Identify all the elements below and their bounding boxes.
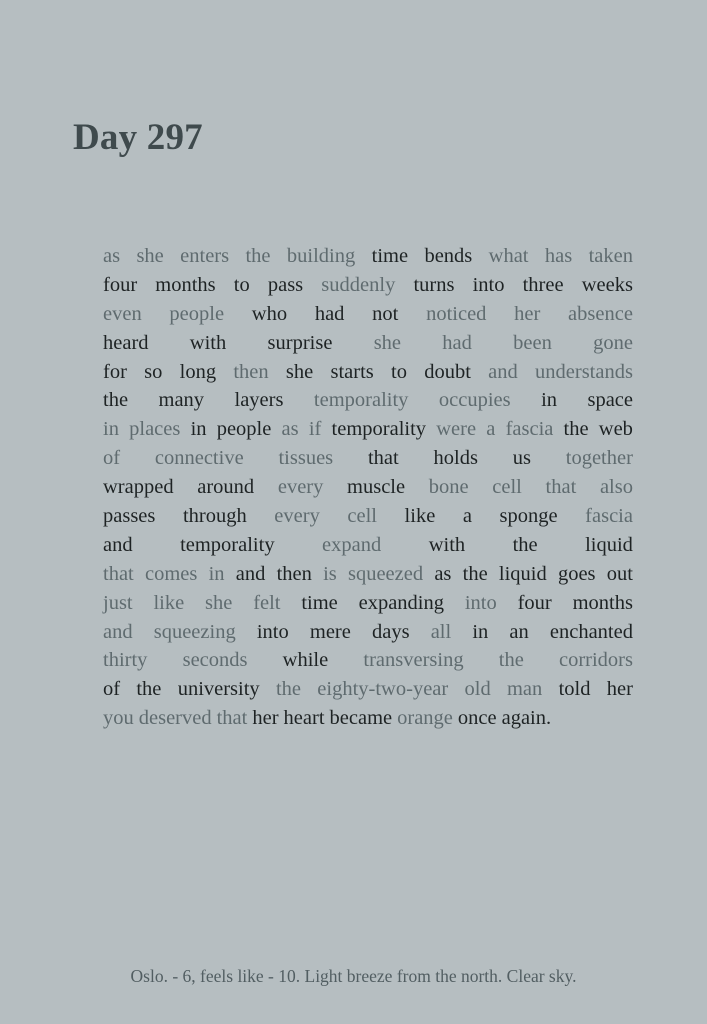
poem-word: then xyxy=(233,360,269,383)
poem-word: the xyxy=(462,562,488,585)
poem-word: had xyxy=(442,331,472,354)
poem-line xyxy=(103,389,633,418)
poem-line xyxy=(103,592,633,621)
poem-word: all xyxy=(430,620,452,643)
poem-word: expand xyxy=(322,533,382,556)
poem-word: mere xyxy=(309,620,351,643)
poem-word: the xyxy=(563,418,589,441)
poem-word: people xyxy=(169,302,225,325)
poem-word: eighty-two-year xyxy=(317,678,449,701)
poem-word: felt xyxy=(253,591,281,614)
poem-word: heard xyxy=(103,331,149,354)
poem-word: liquid xyxy=(498,562,547,585)
poem-word: deserved xyxy=(138,707,212,730)
poem-word: suddenly xyxy=(321,273,396,296)
poem-word: the xyxy=(103,389,129,412)
poem-word: a xyxy=(486,418,496,441)
poem-line xyxy=(103,245,633,274)
poem-word: in xyxy=(208,562,225,585)
poem-word: into xyxy=(256,620,289,643)
poem-word: days xyxy=(371,620,410,643)
poem-word: liquid xyxy=(585,533,633,556)
poem-word: of xyxy=(103,678,121,701)
poem-word: expanding xyxy=(358,591,445,614)
poem-word: as xyxy=(434,562,452,585)
poem-word: then xyxy=(276,562,312,585)
poem-word: people xyxy=(216,418,272,441)
poem-word: university xyxy=(177,678,260,701)
poem-word: of xyxy=(103,447,121,470)
poem-word: goes xyxy=(557,562,596,585)
poem-word: corridors xyxy=(558,649,633,672)
poem-word: like xyxy=(153,591,185,614)
poem-word: as xyxy=(103,245,121,267)
poem-word: had xyxy=(314,302,345,325)
poem-word: months xyxy=(155,273,216,296)
poem-word: the xyxy=(275,678,302,701)
poem-word: her xyxy=(514,302,541,325)
poem-word: if xyxy=(308,418,322,441)
poem-word: taken xyxy=(588,245,633,267)
poem-word: occupies xyxy=(438,389,511,412)
poem-word: bends xyxy=(424,245,473,267)
poem-word: starts xyxy=(330,360,374,383)
poem-word: just xyxy=(103,591,133,614)
poem-word: four xyxy=(517,591,552,614)
poem-word: you xyxy=(103,707,134,730)
poem-word: she xyxy=(285,360,314,383)
poem-line xyxy=(103,332,633,361)
poem-word: space xyxy=(587,389,633,412)
poem-word: and xyxy=(103,533,133,556)
poem-word: so xyxy=(144,360,163,383)
poem-line xyxy=(103,505,633,534)
poem-word: enters xyxy=(180,245,230,267)
poem-word: every xyxy=(274,505,320,528)
poem-word: were xyxy=(436,418,477,441)
poem-word: muscle xyxy=(347,476,406,499)
page-title: Day 297 xyxy=(73,117,203,158)
poem-word: a xyxy=(462,505,472,528)
poem-word: four xyxy=(103,273,138,296)
poem-word: us xyxy=(512,447,531,470)
poem-word: three xyxy=(522,273,564,296)
poem-word: in xyxy=(472,620,489,643)
poem-word: been xyxy=(513,331,552,354)
poem-word: transversing xyxy=(363,649,464,672)
poem-word: thirty xyxy=(103,649,148,672)
poem-word: cell xyxy=(347,505,377,528)
poem-word: while xyxy=(282,649,329,672)
poem-line xyxy=(103,447,633,476)
poem-word: with xyxy=(428,533,466,556)
poem-word: bone xyxy=(428,476,469,499)
poem-word: building xyxy=(286,245,356,267)
poem-word: noticed xyxy=(426,302,487,325)
poem-word: out xyxy=(606,562,633,585)
poem-word: into xyxy=(464,591,497,614)
poem-word: she xyxy=(205,591,233,614)
poem-word: seconds xyxy=(182,649,248,672)
poem-word: places xyxy=(129,418,181,441)
poem-line xyxy=(103,274,633,303)
poem-word: surprise xyxy=(267,331,333,354)
poem-word: fascia xyxy=(505,418,554,441)
poem-word: and xyxy=(103,620,133,643)
weather-footer: Oslo. - 6, feels like - 10. Light breeze from the north. Clear sky. xyxy=(130,966,577,986)
poem-word: understands xyxy=(535,360,633,383)
poem-word: as xyxy=(281,418,299,441)
poem-word: who xyxy=(251,302,288,325)
poem-word: also xyxy=(599,476,633,499)
poem-word: squeezed xyxy=(347,562,424,585)
poem-word: passes xyxy=(103,505,156,528)
poem-word: even xyxy=(103,302,142,325)
poem-line xyxy=(103,678,633,707)
poem-word: pass xyxy=(267,273,304,296)
poem-line xyxy=(103,649,633,678)
poem-word: that xyxy=(103,562,134,585)
poem-word: for xyxy=(103,360,127,383)
poem-word: what xyxy=(488,245,529,267)
poem-word: is xyxy=(323,562,337,585)
poem-word: once xyxy=(457,707,497,730)
poem-word: her xyxy=(606,678,633,701)
poem-word: temporality xyxy=(313,389,409,412)
poem-word: wrapped xyxy=(103,476,174,499)
poem-word: time xyxy=(371,245,409,267)
poem-word: in xyxy=(541,389,558,412)
poem-line xyxy=(103,361,633,390)
poem-line xyxy=(103,563,633,592)
poem-word: fascia xyxy=(585,505,633,528)
poem-line xyxy=(103,707,633,736)
poem-word: the xyxy=(245,245,271,267)
poem-word: orange xyxy=(397,707,453,730)
poem-word: temporality xyxy=(180,533,275,556)
poem-line xyxy=(103,303,633,332)
poem-word: the xyxy=(498,649,524,672)
poem-word: has xyxy=(544,245,573,267)
poem-word: together xyxy=(565,447,633,470)
poem-word: absence xyxy=(568,302,633,325)
poem-word: connective xyxy=(154,447,244,470)
poem-word: doubt xyxy=(424,360,471,383)
poem-word: sponge xyxy=(499,505,558,528)
poem-word: turns xyxy=(413,273,455,296)
poem-word: gone xyxy=(593,331,633,354)
poem-word: holds xyxy=(433,447,478,470)
poem-word: squeezing xyxy=(153,620,236,643)
poem-word: with xyxy=(189,331,227,354)
poem-word: her xyxy=(252,707,279,730)
poem-line xyxy=(103,418,633,447)
poem-word: tissues xyxy=(278,447,334,470)
poem-word: told xyxy=(558,678,591,701)
poem-word: became xyxy=(329,707,393,730)
poem-word: that xyxy=(216,707,248,730)
poem-word: around xyxy=(197,476,255,499)
poem-word: weeks xyxy=(581,273,633,296)
poem-word: like xyxy=(404,505,436,528)
poem-body xyxy=(103,245,633,736)
poem-word: old xyxy=(464,678,491,701)
poem-word: into xyxy=(472,273,505,296)
poem-word: man xyxy=(506,678,543,701)
poem-word: time xyxy=(301,591,338,614)
poem-word: to xyxy=(391,360,407,383)
poem-word: long xyxy=(179,360,217,383)
poem-word: the xyxy=(136,678,162,701)
poem-word: heart xyxy=(283,707,325,730)
poem-word: cell xyxy=(492,476,522,499)
poem-word: months xyxy=(572,591,633,614)
poem-word: an xyxy=(509,620,529,643)
poem-word: through xyxy=(182,505,247,528)
poem-word: again. xyxy=(501,707,552,730)
poem-line xyxy=(103,534,633,563)
poem-word: temporality xyxy=(331,418,427,441)
poem-word: the xyxy=(512,533,538,556)
poem-line xyxy=(103,621,633,650)
poem-word: in xyxy=(103,418,119,441)
poem-word: comes xyxy=(144,562,198,585)
poem-word: many xyxy=(158,389,205,412)
poem-word: and xyxy=(488,360,518,383)
poem-word: she xyxy=(373,331,402,354)
poem-line xyxy=(103,476,633,505)
poem-word: every xyxy=(277,476,324,499)
poem-word: web xyxy=(598,418,633,441)
poem-word: to xyxy=(233,273,250,296)
poem-word: in xyxy=(190,418,207,441)
poem-word: and xyxy=(235,562,266,585)
poem-word: not xyxy=(372,302,399,325)
poem-word: she xyxy=(136,245,164,267)
poem-word: layers xyxy=(234,389,284,412)
poem-word: enchanted xyxy=(549,620,633,643)
poem-word: that xyxy=(367,447,399,470)
poem-word: that xyxy=(545,476,577,499)
